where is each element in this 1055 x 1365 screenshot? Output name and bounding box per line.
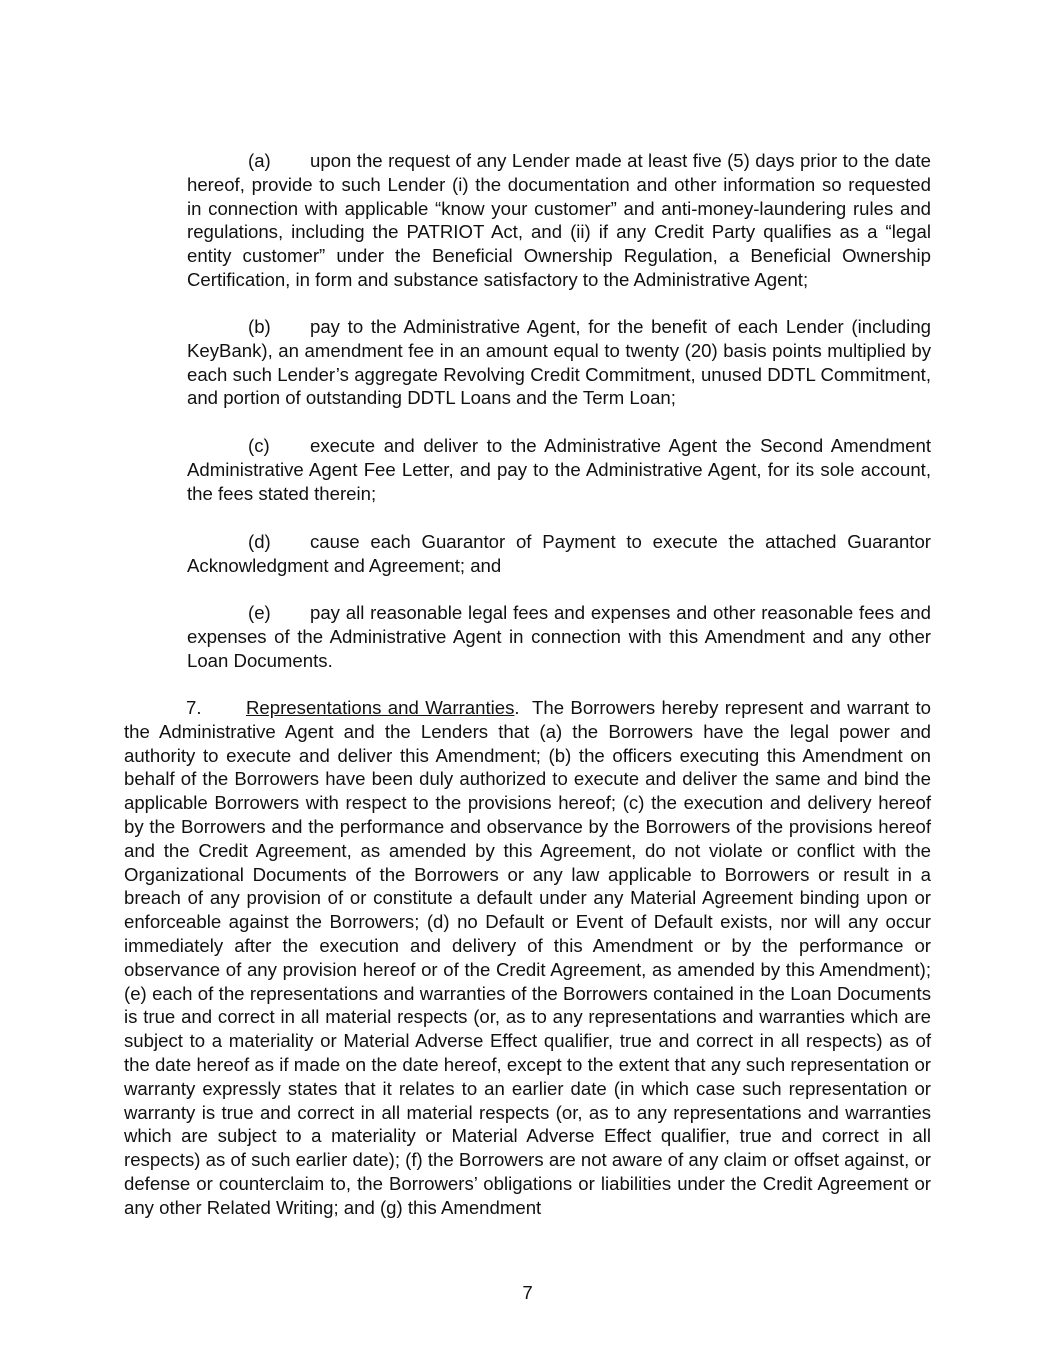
section-heading: Representations and Warranties <box>246 697 515 718</box>
section-7 <box>124 696 931 1220</box>
subsection-label: (c) <box>248 435 270 456</box>
subsection-label: (b) <box>248 316 271 337</box>
page-number: 7 <box>522 1282 533 1303</box>
subsection-d <box>187 530 931 578</box>
subsection-text: cause each Guarantor of Payment to execute the attached Guarantor Acknowledgment and Agreement; and <box>187 531 931 576</box>
subsection-label: (e) <box>248 602 271 623</box>
subsection-text: pay to the Administrative Agent, for the benefit of each Lender (including KeyBank), an amendment fee in an amount equal to twenty (20) basis points multiplied by each such Lender’s aggregate Revolving Credit Commitment, unused DDTL Commitment, and portion of outstanding DDTL Loans and the Term Loan; <box>187 316 931 409</box>
section-number: 7. <box>186 697 202 718</box>
section-heading-punct: . <box>514 697 520 718</box>
subsection-text: upon the request of any Lender made at least five (5) days prior to the date hereof, provide to such Lender (i) the documentation and other information so requested in connection with applicable “know your customer” and anti-money-laundering rules and regulations, including the PATRIOT Act, and (ii) if any Credit Party qualifies as a “legal entity customer” under the Beneficial Ownership Regulation, a Beneficial Ownership Certification, in form and substance satisfactory to the Administrative Agent; <box>187 150 931 290</box>
subsection-a <box>187 149 931 292</box>
subsection-text: execute and deliver to the Administrative Agent the Second Amendment Administrative Agent Fee Letter, and pay to the Administrative Agent, for its sole account, the fees stated therein; <box>187 435 931 504</box>
subsection-b <box>187 315 931 410</box>
section-text: The Borrowers hereby represent and warrant to the Administrative Agent and the Lenders that (a) the Borrowers have the legal power and authority to execute and deliver this Amendment; (b) the officers executing this Amendment on behalf of the Borrowers have been duly authorized to execute and deliver the same and bind the applicable Borrowers with respect to the provisions hereof; (c) the execution and delivery hereof by the Borrowers and the performance and observance by the Borrowers of the provisions hereof and the Credit Agreement, as amended by this Agreement, do not violate or conflict with the Organizational Documents of the Borrowers or any law applicable to Borrowers or result in a breach of any provision of or constitute a default under any Material Agreement binding upon or enforceable against the Borrowers; (d) no Default or Event of Default exists, nor will any occur immediately after the execution and delivery of this Amendment or by the performance or observance of any provision hereof or of the Credit Agreement, as amended by this Amendment); (e) each of the representations and warranties of the Borrowers contained in the Loan Documents is true and correct in all material respects (or, as to any representations and warranties which are subject to a materiality or Material Adverse Effect qualifier, true and correct in all respects) as of the date hereof as if made on the date hereof, except to the extent that any such representation or warranty expressly states that it relates to an earlier date (in which case such representation or warranty is true and correct in all material respects (or, as to any representations and warranties which are subject to a materiality or Material Adverse Effect qualifier, true and correct in all respects) as of such earlier date); (f) the Borrowers are not aware of any claim or offset against, or defense or counterclaim to, the Borrowers’ obligations or liabilities under the Credit Agreement or any other Related Writing; and (g) this Amendment <box>124 697 931 1218</box>
subsection-text: pay all reasonable legal fees and expenses and other reasonable fees and expenses of the Administrative Agent in connection with this Amendment and any other Loan Documents. <box>187 602 931 671</box>
subsection-label: (d) <box>248 531 271 552</box>
subsection-c <box>187 434 931 505</box>
subsection-label: (a) <box>248 150 271 171</box>
subsection-e <box>187 601 931 672</box>
